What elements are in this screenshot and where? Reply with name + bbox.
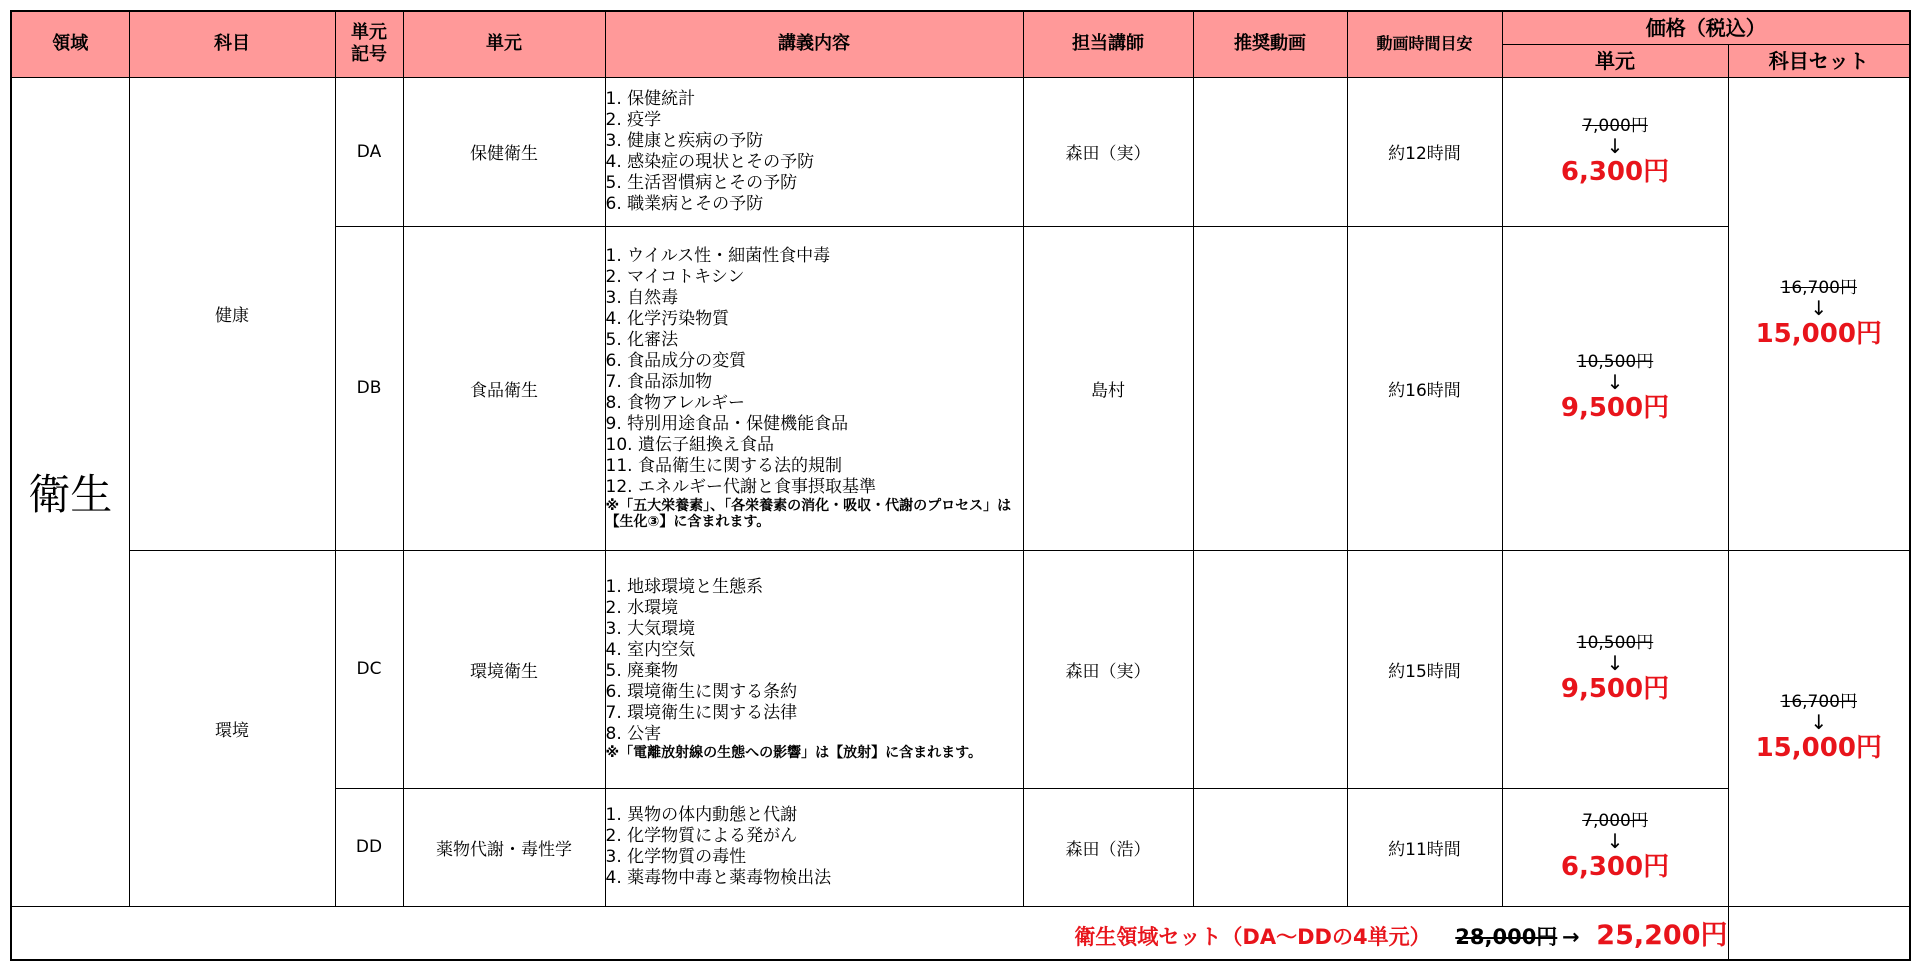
down-arrow-icon: ↓ [1606,829,1624,853]
new-set-price: 15,000円 [1755,318,1882,349]
old-set-price: 16,700円 [1780,277,1857,298]
lecture-note: ※「電離放射線の生態への影響」は【放射】に含まれます。 [605,745,982,761]
new-price: 9,500円 [1560,393,1670,423]
duration-cell: 約15時間 [1347,550,1502,788]
subject-cell: 環境 [129,550,335,906]
video-cell [1193,77,1347,226]
video-cell [1193,550,1347,788]
video-cell [1193,788,1347,906]
header-row [11,11,1910,44]
header-duration: 動画時間目安 [1347,11,1502,77]
new-set-price: 15,000円 [1755,733,1882,763]
duration-cell: 約16時間 [1347,226,1502,550]
old-price: 7,000円 [1582,115,1648,136]
course-price-table [10,10,1911,961]
header-price-unit: 単元 [1502,44,1728,77]
unit-name-cell: 保健衛生 [403,77,605,226]
lecturer-cell: 森田（浩） [1023,788,1193,906]
unit-name-cell: 食品衛生 [403,226,605,550]
down-arrow-icon: ↓ [1606,370,1624,394]
lecture-content: 1. ウイルス性・細菌性食中毒 2. マイコトキシン 3. 自然毒 4. 化学汚染物質 5. 化審法 6. 食品成分の変質 7. 食品添加物 8. 食物アレルギー 9. 特別用途食品・保健機能食品 10. 遺伝子組換え食品 11. 食品衛生に関する法的規制 12. エネルギー代謝と食事摂取基準 [605,246,876,497]
unit-code-cell: DD [335,788,403,906]
unit-price-cell [1502,788,1728,906]
unit-code-cell: DA [335,77,403,226]
down-arrow-icon: ↓ [1810,295,1828,320]
header-content: 講義内容 [605,11,1023,77]
domain-cell: 衛生 [11,77,129,906]
lecturer-cell: 森田（実） [1023,77,1193,226]
domain-set-total [11,906,1728,960]
lecture-note: ※「五大栄養素」、「各栄養素の消化・吸収・代謝のプロセス」は【生化③】に含まれます。 [605,498,1012,530]
subject-cell: 健康 [129,77,335,550]
lecture-content-cell [605,77,1023,226]
old-set-price: 16,700円 [1780,692,1857,712]
duration-cell: 約11時間 [1347,788,1502,906]
header-lecturer: 担当講師 [1023,11,1193,77]
header-domain: 領域 [11,11,129,77]
new-price: 6,300円 [1560,156,1670,187]
new-price: 9,500円 [1560,674,1670,704]
header-price-group: 価格（税込） [1502,11,1910,44]
set-price-cell [1728,550,1910,906]
header-video: 推奨動画 [1193,11,1347,77]
unit-price-cell [1502,226,1728,550]
unit-name-cell: 薬物代謝・毒性学 [403,788,605,906]
header-subject: 科目 [129,11,335,77]
header-unit-code: 単元 記号 [335,11,403,77]
lecture-content: 1. 地球環境と生態系 2. 水環境 3. 大気環境 4. 室内空気 5. 廃棄物 6. 環境衛生に関する条約 7. 環境衛生に関する法律 8. 公害 [605,577,798,744]
new-price: 6,300円 [1560,852,1670,882]
duration-cell: 約12時間 [1347,77,1502,226]
lecture-content-cell [605,226,1023,550]
unit-code-cell: DC [335,550,403,788]
unit-price-cell [1502,77,1728,226]
header-price-set: 科目セット [1728,44,1910,77]
unit-name-cell: 環境衛生 [403,550,605,788]
table-row [11,550,1910,788]
down-arrow-icon: ↓ [1606,651,1624,675]
lecture-content-cell [605,788,1023,906]
lecture-content-cell [605,550,1023,788]
right-arrow-icon: → [1562,925,1580,950]
lecture-content: 1. 異物の体内動態と代謝 2. 化学物質による発がん 3. 化学物質の毒性 4. 薬毒物中毒と薬毒物検出法 [605,805,832,888]
unit-code-cell: DB [335,226,403,550]
set-price-cell [1728,77,1910,550]
down-arrow-icon: ↓ [1606,133,1624,158]
domain-set-label: 衛生領域セット（DA～DDの4単元） [1074,925,1431,950]
old-price: 10,500円 [1576,633,1654,653]
header-unit: 単元 [403,11,605,77]
old-price: 7,000円 [1582,811,1648,831]
unit-price-cell [1502,550,1728,788]
lecture-content: 1. 保健統計 2. 疫学 3. 健康と疾病の予防 4. 感染症の現状とその予防 5. 生活習慣病とその予防 6. 職業病とその予防 [605,88,815,214]
lecturer-cell: 島村 [1023,226,1193,550]
down-arrow-icon: ↓ [1810,710,1828,734]
domain-set-new-price: 25,200円 [1596,920,1728,952]
table-row [11,77,1910,226]
lecturer-cell: 森田（実） [1023,550,1193,788]
old-price: 10,500円 [1576,352,1654,372]
domain-set-old-price: 28,000円 [1455,925,1558,950]
footer-row [11,906,1910,960]
video-cell [1193,226,1347,550]
